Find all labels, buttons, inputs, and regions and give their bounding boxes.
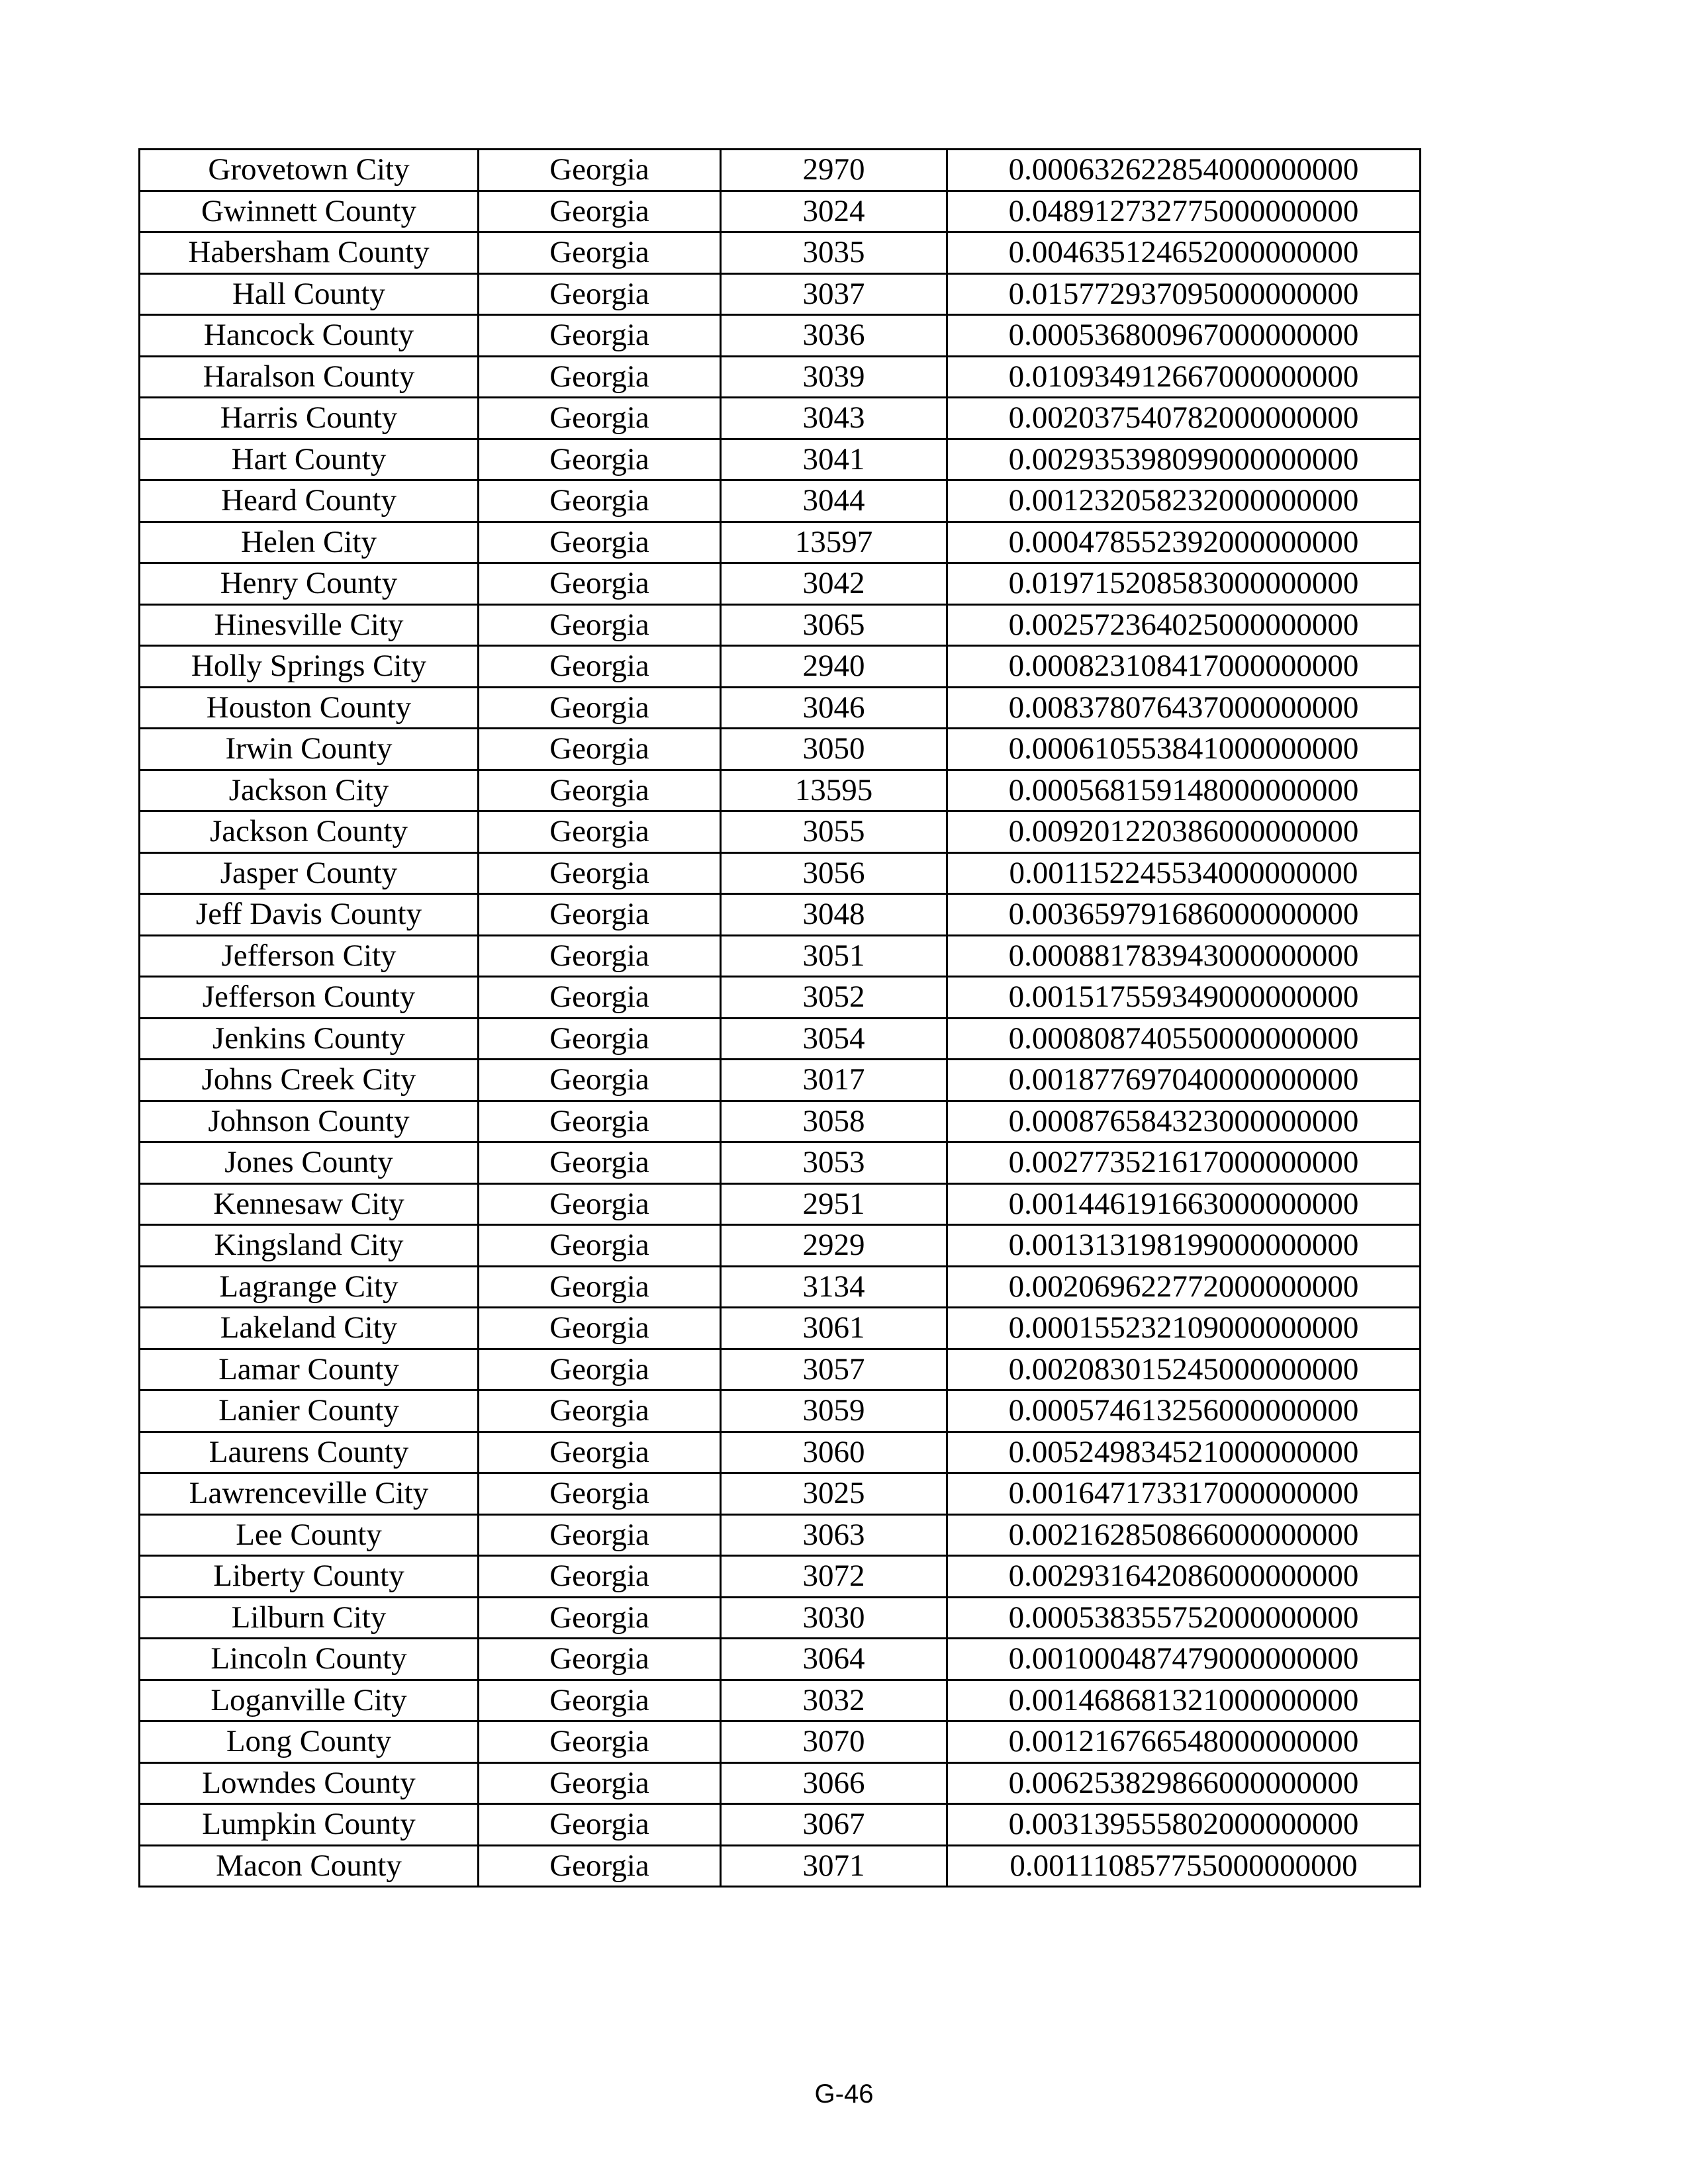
cell-jurisdiction: Holly Springs City [140,646,479,688]
cell-jurisdiction: Lee County [140,1514,479,1556]
table-row [140,1018,1421,1060]
cell-id: 2970 [721,150,947,191]
cell-jurisdiction: Liberty County [140,1556,479,1598]
cell-state: Georgia [479,1349,721,1390]
cell-id: 2951 [721,1183,947,1225]
page-number: G-46 [814,2079,874,2109]
cell-state: Georgia [479,150,721,191]
cell-id: 3056 [721,852,947,894]
cell-state: Georgia [479,1762,721,1804]
table-row [140,150,1421,191]
cell-state: Georgia [479,1473,721,1515]
cell-state: Georgia [479,935,721,977]
cell-state: Georgia [479,604,721,646]
cell-id: 3059 [721,1390,947,1432]
cell-jurisdiction: Haralson County [140,356,479,398]
cell-allocation: 0.002083015245000000000 [947,1349,1421,1390]
cell-state: Georgia [479,439,721,480]
cell-jurisdiction: Kennesaw City [140,1183,479,1225]
cell-id: 3065 [721,604,947,646]
cell-allocation: 0.001877697040000000000 [947,1060,1421,1101]
cell-jurisdiction: Jefferson County [140,977,479,1019]
cell-state: Georgia [479,1845,721,1887]
cell-state: Georgia [479,1018,721,1060]
table-row [140,273,1421,315]
cell-allocation: 0.000610553841000000000 [947,729,1421,770]
cell-jurisdiction: Hinesville City [140,604,479,646]
allocation-table [138,148,1421,1888]
table-row [140,770,1421,811]
table-row [140,1597,1421,1639]
cell-jurisdiction: Laurens County [140,1432,479,1473]
cell-id: 3039 [721,356,947,398]
table-row [140,935,1421,977]
table-row [140,563,1421,605]
table-row [140,1639,1421,1680]
cell-allocation: 0.002935398099000000000 [947,439,1421,480]
cell-id: 3134 [721,1266,947,1308]
cell-jurisdiction: Heard County [140,480,479,522]
table-row [140,729,1421,770]
cell-jurisdiction: Henry County [140,563,479,605]
cell-jurisdiction: Long County [140,1721,479,1763]
cell-state: Georgia [479,398,721,439]
table-row [140,1473,1421,1515]
cell-allocation: 0.000632622854000000000 [947,150,1421,191]
cell-allocation: 0.002069622772000000000 [947,1266,1421,1308]
cell-state: Georgia [479,1266,721,1308]
cell-allocation: 0.001446191663000000000 [947,1183,1421,1225]
cell-jurisdiction: Gwinnett County [140,191,479,232]
table-row [140,687,1421,729]
table-row [140,1432,1421,1473]
cell-id: 3057 [721,1349,947,1390]
cell-id: 3067 [721,1804,947,1846]
cell-id: 3072 [721,1556,947,1598]
cell-state: Georgia [479,1639,721,1680]
cell-jurisdiction: Irwin County [140,729,479,770]
cell-allocation: 0.000574613256000000000 [947,1390,1421,1432]
table-row [140,646,1421,688]
cell-id: 3030 [721,1597,947,1639]
cell-id: 3032 [721,1680,947,1721]
cell-id: 3042 [721,563,947,605]
cell-id: 3041 [721,439,947,480]
table-row [140,1308,1421,1349]
cell-allocation: 0.001647173317000000000 [947,1473,1421,1515]
table-row [140,1060,1421,1101]
cell-state: Georgia [479,1142,721,1184]
table-row [140,1514,1421,1556]
cell-jurisdiction: Johnson County [140,1101,479,1142]
cell-jurisdiction: Jackson City [140,770,479,811]
table-row [140,315,1421,357]
cell-state: Georgia [479,563,721,605]
cell-id: 3053 [721,1142,947,1184]
cell-state: Georgia [479,770,721,811]
cell-state: Georgia [479,191,721,232]
cell-jurisdiction: Lincoln County [140,1639,479,1680]
cell-allocation: 0.000568159148000000000 [947,770,1421,811]
cell-state: Georgia [479,1308,721,1349]
table-row [140,356,1421,398]
cell-allocation: 0.015772937095000000000 [947,273,1421,315]
table-body [140,150,1421,1887]
cell-allocation: 0.000823108417000000000 [947,646,1421,688]
cell-state: Georgia [479,811,721,853]
cell-state: Georgia [479,729,721,770]
cell-allocation: 0.000808740550000000000 [947,1018,1421,1060]
cell-allocation: 0.002931642086000000000 [947,1556,1421,1598]
cell-allocation: 0.048912732775000000000 [947,191,1421,232]
cell-jurisdiction: Lilburn City [140,1597,479,1639]
cell-state: Georgia [479,1721,721,1763]
cell-state: Georgia [479,977,721,1019]
cell-state: Georgia [479,1804,721,1846]
cell-allocation: 0.005249834521000000000 [947,1432,1421,1473]
cell-allocation: 0.010934912667000000000 [947,356,1421,398]
table-row [140,480,1421,522]
cell-jurisdiction: Harris County [140,398,479,439]
table-row [140,1142,1421,1184]
cell-id: 3054 [721,1018,947,1060]
cell-state: Georgia [479,1556,721,1598]
cell-state: Georgia [479,1680,721,1721]
cell-allocation: 0.000536800967000000000 [947,315,1421,357]
cell-jurisdiction: Jasper County [140,852,479,894]
cell-jurisdiction: Jefferson City [140,935,479,977]
cell-jurisdiction: Lanier County [140,1390,479,1432]
cell-allocation: 0.004635124652000000000 [947,232,1421,274]
table-row [140,811,1421,853]
cell-allocation: 0.002572364025000000000 [947,604,1421,646]
cell-id: 3017 [721,1060,947,1101]
cell-allocation: 0.002773521617000000000 [947,1142,1421,1184]
cell-state: Georgia [479,356,721,398]
cell-id: 3061 [721,1308,947,1349]
cell-id: 13597 [721,522,947,563]
table-row [140,1680,1421,1721]
table-row [140,1845,1421,1887]
cell-state: Georgia [479,1101,721,1142]
cell-id: 3063 [721,1514,947,1556]
cell-jurisdiction: Houston County [140,687,479,729]
cell-state: Georgia [479,1514,721,1556]
cell-allocation: 0.001216766548000000000 [947,1721,1421,1763]
cell-jurisdiction: Habersham County [140,232,479,274]
cell-id: 2940 [721,646,947,688]
cell-allocation: 0.003659791686000000000 [947,894,1421,936]
table-row [140,1390,1421,1432]
table-row [140,852,1421,894]
cell-jurisdiction: Lakeland City [140,1308,479,1349]
cell-allocation: 0.000881783943000000000 [947,935,1421,977]
cell-allocation: 0.002162850866000000000 [947,1514,1421,1556]
cell-allocation: 0.001110857755000000000 [947,1845,1421,1887]
cell-id: 3066 [721,1762,947,1804]
table-row [140,1721,1421,1763]
cell-allocation: 0.000538355752000000000 [947,1597,1421,1639]
cell-state: Georgia [479,1225,721,1267]
cell-jurisdiction: Jenkins County [140,1018,479,1060]
cell-jurisdiction: Jones County [140,1142,479,1184]
cell-id: 3037 [721,273,947,315]
cell-id: 2929 [721,1225,947,1267]
cell-jurisdiction: Lumpkin County [140,1804,479,1846]
cell-jurisdiction: Jackson County [140,811,479,853]
table-row [140,1556,1421,1598]
cell-allocation: 0.001313198199000000000 [947,1225,1421,1267]
cell-allocation: 0.001152245534000000000 [947,852,1421,894]
cell-jurisdiction: Lowndes County [140,1762,479,1804]
table-row [140,1225,1421,1267]
cell-state: Georgia [479,522,721,563]
table-row [140,604,1421,646]
cell-id: 3044 [721,480,947,522]
table-row [140,1762,1421,1804]
cell-id: 3043 [721,398,947,439]
cell-state: Georgia [479,687,721,729]
cell-id: 3060 [721,1432,947,1473]
cell-state: Georgia [479,1390,721,1432]
cell-id: 3035 [721,232,947,274]
cell-state: Georgia [479,232,721,274]
cell-allocation: 0.000155232109000000000 [947,1308,1421,1349]
cell-jurisdiction: Helen City [140,522,479,563]
cell-allocation: 0.001000487479000000000 [947,1639,1421,1680]
cell-jurisdiction: Kingsland City [140,1225,479,1267]
cell-allocation: 0.006253829866000000000 [947,1762,1421,1804]
cell-jurisdiction: Lamar County [140,1349,479,1390]
cell-id: 3058 [721,1101,947,1142]
cell-state: Georgia [479,315,721,357]
table-row [140,191,1421,232]
cell-jurisdiction: Hall County [140,273,479,315]
table-row [140,1349,1421,1390]
cell-jurisdiction: Lagrange City [140,1266,479,1308]
cell-jurisdiction: Loganville City [140,1680,479,1721]
cell-allocation: 0.001232058232000000000 [947,480,1421,522]
cell-id: 3070 [721,1721,947,1763]
cell-state: Georgia [479,1597,721,1639]
cell-state: Georgia [479,646,721,688]
cell-state: Georgia [479,894,721,936]
cell-jurisdiction: Grovetown City [140,150,479,191]
cell-jurisdiction: Macon County [140,1845,479,1887]
cell-jurisdiction: Hancock County [140,315,479,357]
cell-allocation: 0.002037540782000000000 [947,398,1421,439]
cell-id: 3050 [721,729,947,770]
cell-id: 3052 [721,977,947,1019]
table-row [140,1183,1421,1225]
cell-allocation: 0.000876584323000000000 [947,1101,1421,1142]
cell-id: 3036 [721,315,947,357]
cell-jurisdiction: Jeff Davis County [140,894,479,936]
cell-state: Georgia [479,273,721,315]
table-row [140,232,1421,274]
cell-id: 3051 [721,935,947,977]
cell-jurisdiction: Hart County [140,439,479,480]
cell-allocation: 0.009201220386000000000 [947,811,1421,853]
cell-id: 3064 [721,1639,947,1680]
table-row [140,439,1421,480]
cell-allocation: 0.008378076437000000000 [947,687,1421,729]
cell-state: Georgia [479,1432,721,1473]
table-row [140,398,1421,439]
cell-id: 3024 [721,191,947,232]
cell-state: Georgia [479,480,721,522]
table-row [140,1804,1421,1846]
cell-allocation: 0.000478552392000000000 [947,522,1421,563]
cell-id: 3025 [721,1473,947,1515]
cell-state: Georgia [479,1183,721,1225]
cell-id: 3048 [721,894,947,936]
table-row [140,894,1421,936]
cell-id: 3071 [721,1845,947,1887]
cell-jurisdiction: Johns Creek City [140,1060,479,1101]
cell-state: Georgia [479,852,721,894]
cell-id: 13595 [721,770,947,811]
cell-allocation: 0.019715208583000000000 [947,563,1421,605]
table-row [140,977,1421,1019]
cell-allocation: 0.001517559349000000000 [947,977,1421,1019]
cell-jurisdiction: Lawrenceville City [140,1473,479,1515]
cell-allocation: 0.003139555802000000000 [947,1804,1421,1846]
table-row [140,522,1421,563]
cell-allocation: 0.001468681321000000000 [947,1680,1421,1721]
table-row [140,1266,1421,1308]
cell-id: 3046 [721,687,947,729]
table-row [140,1101,1421,1142]
cell-id: 3055 [721,811,947,853]
cell-state: Georgia [479,1060,721,1101]
